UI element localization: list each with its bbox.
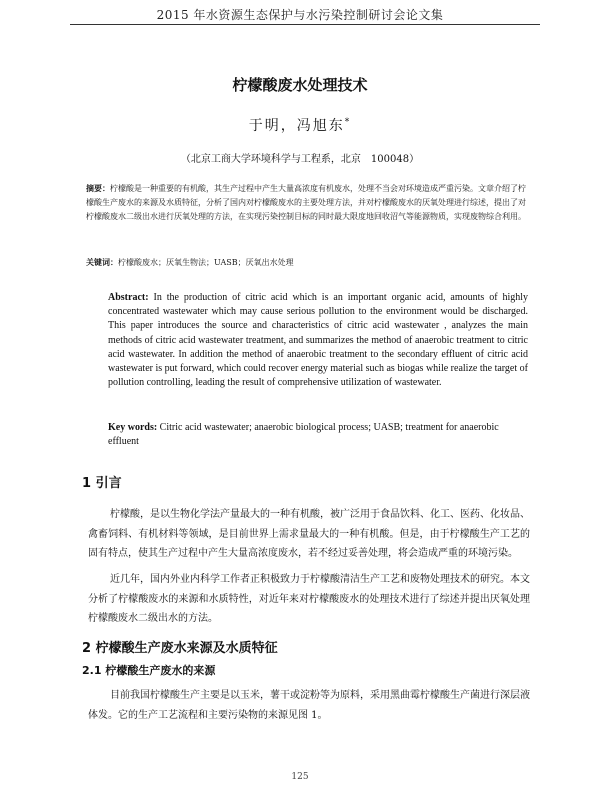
- running-header: 2015 年水资源生态保护与水污染控制研讨会论文集: [156, 8, 444, 22]
- abstract-zh-text: 柠檬酸是一种重要的有机酸，其生产过程中产生大量高浓度有机废水，处理不当会对环境造成严重污染。文章介绍了柠檬酸生产废水的来源及水质特征，分析了国内对柠檬酸废水的主要处理方法，并对柠檬酸废水的厌氧处理进行综述，提出了对柠檬酸废水二级出水进行厌氧处理的方法，在实现污染控制目标的同时最大限度地回收沼气等能源物质，实现废物综合利用。: [86, 184, 526, 221]
- keywords-en: [108, 421, 528, 448]
- page-number: 125: [291, 772, 309, 782]
- abstract-zh: [86, 182, 526, 223]
- section-2-heading: 2 柠檬酸生产废水来源及水质特征: [82, 641, 278, 656]
- keywords-en-text: Citric acid wastewater; anaerobic biological process; UASB; treatment for anaerobic effluent: [108, 422, 499, 447]
- paper-affiliation: （北京工商大学环境科学与工程系，北京 100048）: [180, 154, 420, 165]
- abstract-zh-label: 摘要：: [86, 183, 110, 193]
- section-1-heading: 1 引言: [82, 476, 122, 491]
- abstract-en-text: In the production of citric acid which is an important organic acid, amounts of highly concentrated wastewater which may cause serious pollution to the environment would be discharged. This paper introduces the source and characteristics of citric acid wastewater , analyzes the main methods of citric acid wastewater treatment, and summarizes the method of anaerobic treatment to citric acid wastewater. In addition the method of anaerobic treatment to the secondary effluent of citric acid wastewater is put forward, which could recover energy material such as biogas while realize the target of pollution controlling, leading the result of comprehensive utilization of wastewater.: [108, 292, 529, 389]
- section-2-1-heading: 2.1 柠檬酸生产废水的来源: [82, 664, 216, 677]
- section-2-1-paragraph: 目前我国柠檬酸生产主要是以玉米，薯干或淀粉等为原料，采用黑曲霉柠檬酸生产菌进行深层液体发。它的生产工艺流程和主要污染物的来源见图 1。: [88, 690, 530, 721]
- abstract-en: [108, 291, 528, 390]
- header-rule: [70, 24, 540, 25]
- keywords-en-label: Key words:: [108, 422, 158, 433]
- corresponding-author-mark: *: [344, 117, 352, 128]
- author-names: 于明，冯旭东: [248, 118, 345, 134]
- section-1-paragraph-2: 近几年，国内外业内科学工作者正积极致力于柠檬酸清洁生产工艺和废物处理技术的研究。本文分析了柠檬酸废水的来源和水质特性，对近年来对柠檬酸废水的处理技术进行了综述并提出厌氧处理柠檬酸废水二级出水的方法。: [88, 574, 530, 624]
- keywords-zh: [86, 257, 526, 268]
- abstract-en-label: Abstract:: [108, 292, 149, 303]
- section-1-paragraph-1: 柠檬酸，是以生物化学法产量最大的一种有机酸，被广泛用于食品饮料、化工、医药、化妆品、禽畜饲料、有机材料等领域，是目前世界上需求量最大的一种有机酸。但是，由于柠檬酸生产工艺的固有特点，使其生产过程中产生大量高浓度废水，若不经过妥善处理，将会造成严重的环境污染。: [88, 509, 530, 559]
- keywords-zh-label: 关键词：: [86, 257, 118, 267]
- paper-authors: [0, 115, 600, 135]
- keywords-zh-text: 柠檬酸废水；厌氧生物法；UASB；厌氧出水处理: [118, 258, 294, 267]
- paper-title: 柠檬酸废水处理技术: [232, 76, 368, 94]
